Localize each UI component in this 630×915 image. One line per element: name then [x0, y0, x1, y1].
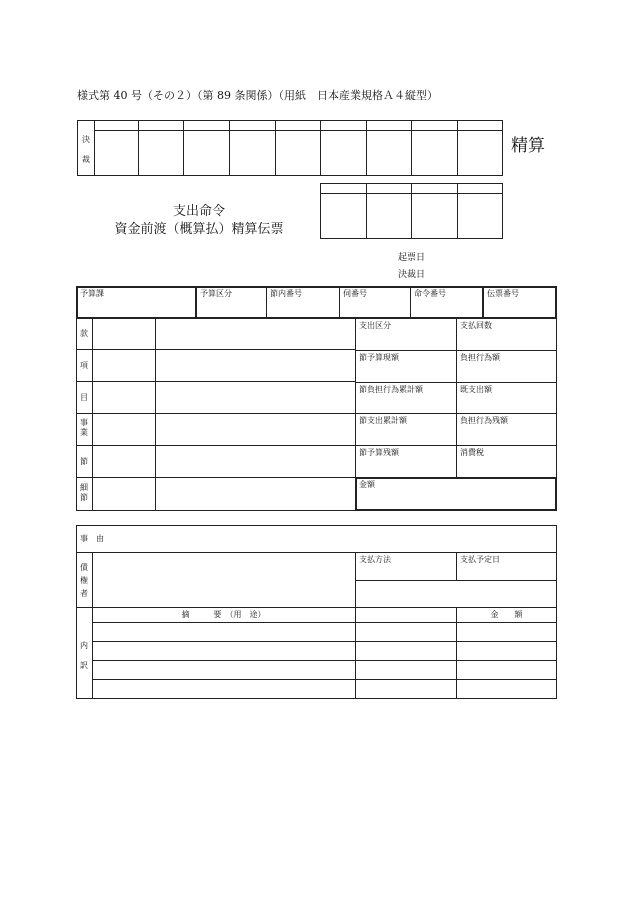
title-line-2: 資金前渡（概算払）精算伝票: [114, 222, 284, 237]
saikensha-label: 債権者: [80, 563, 88, 598]
title-line-1: 支出命令: [172, 204, 225, 219]
kingaku-label: 金額: [359, 480, 375, 489]
shishutsu-kubun-label: 支出区分: [359, 321, 391, 330]
approval-label-2: 裁: [82, 155, 90, 164]
tekiyo-header: 摘 要 （用 途）: [181, 610, 266, 619]
kan-label: 款: [80, 329, 88, 338]
kessai-date-label: 決裁日: [398, 270, 426, 280]
yosan-kubun-label: 予算区分: [200, 289, 232, 298]
codes-row: [76, 286, 557, 319]
setsu-label: 節: [80, 457, 88, 466]
ukagai-bango-label: 伺番号: [343, 289, 367, 298]
jigyo-label: 事業: [80, 418, 88, 437]
setsu-futan-ruikei-label: 節負担行為累計額: [359, 385, 423, 394]
saisetsu-label: 細節: [80, 483, 88, 502]
meirei-bango-label: 命令番号: [414, 289, 446, 298]
moku-label: 目: [80, 393, 88, 402]
setsu-shishutsu-ruikei-label: 節支出累計額: [359, 416, 407, 425]
futan-koi-zangaku-label: 負担行為残額: [460, 416, 508, 425]
shiharai-yoteibi-label: 支払予定日: [460, 555, 500, 564]
ki-shishutsu-gaku-label: 既支出額: [460, 385, 492, 394]
uchiwake-label: 内訳: [80, 641, 88, 670]
shiharai-hoho-label: 支払方法: [359, 555, 391, 564]
denpyo-bango-label: 伝票番号: [487, 289, 519, 298]
approval-label-1: 決: [82, 135, 90, 144]
setsu-yosan-gengaku-label: 節予算現額: [359, 353, 399, 362]
shohizei-label: 消費税: [460, 448, 484, 457]
form-number: 様式第 40 号（その２）（第 89 条関係）（用紙 日本産業規格Ａ４縦型）: [77, 89, 438, 102]
seisan-label: 精算: [511, 136, 545, 156]
yosanka-label: 予算課: [80, 289, 104, 298]
setsu-yosan-zangaku-label: 節予算残額: [359, 448, 399, 457]
futan-koi-gaku-label: 負担行為額: [460, 353, 500, 362]
kihyo-date-label: 起票日: [398, 253, 426, 263]
setsunai-bango-label: 節内番号: [270, 289, 302, 298]
approval-stamp-grid: [77, 120, 503, 176]
kingaku-box: [355, 477, 557, 511]
kingaku-header: 金 額: [490, 610, 523, 619]
shiharai-kaisu-label: 支払回数: [460, 321, 492, 330]
kou-label: 項: [80, 361, 88, 370]
jiyu-label: 事 由: [80, 534, 104, 543]
